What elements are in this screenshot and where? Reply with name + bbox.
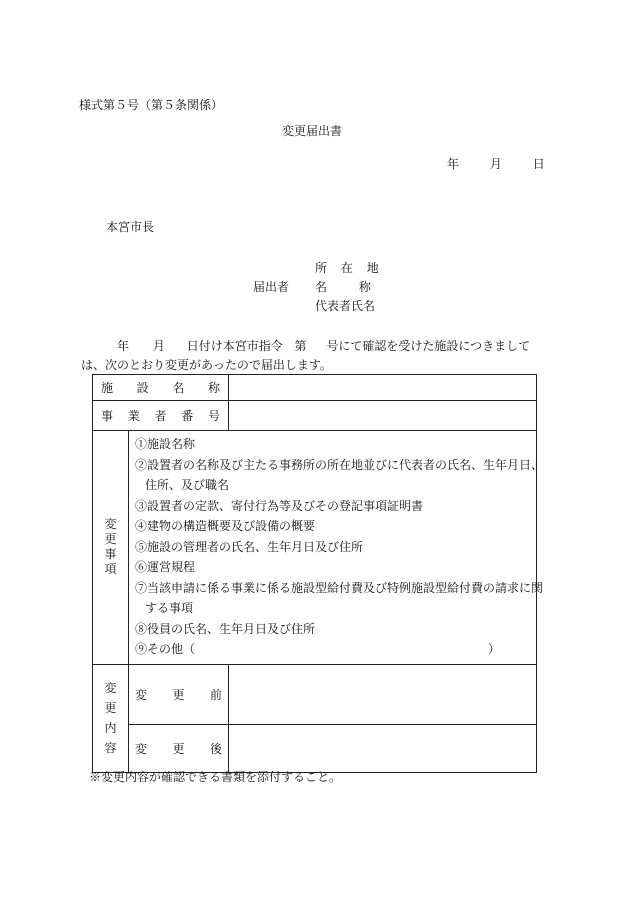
change-item[interactable]: ①施設名称 (135, 437, 196, 451)
change-items-label-cell: 変 更 事 項 (93, 431, 129, 665)
facility-name-label-cell: 施 設 名 称 (93, 375, 229, 401)
change-item[interactable]: ⑥運営規程 (135, 560, 196, 574)
form-number: 様式第５号（第５条関係） (79, 98, 224, 112)
body-line-2: は、次のとおり変更があったので届出します。 (81, 358, 332, 372)
after-change-label-cell: 変 更 後 (129, 724, 229, 772)
date-day: 日 (532, 157, 545, 171)
applicant-name-label: 名 称 (315, 280, 371, 294)
addressee: 本宮市長 (106, 220, 155, 234)
facility-name-input[interactable] (229, 375, 537, 401)
change-item[interactable]: ②設置者の名称及び主たる事務所の所在地並びに代表者の氏名、生年月日、 (135, 457, 544, 472)
applicant-address-label: 所 在 地 (315, 261, 379, 275)
before-change-input[interactable] (229, 664, 537, 724)
change-item-other[interactable]: ⑨その他（ ） (135, 642, 500, 656)
change-item[interactable]: ⑦当該申請に係る事業に係る施設型給付費及び特例施設型給付費の請求に関 (135, 580, 544, 595)
change-content-label-cell: 変 更 内 容 (93, 664, 129, 772)
before-change-label-cell: 変 更 前 (129, 664, 229, 724)
change-items-list (129, 431, 544, 665)
date-field (447, 155, 545, 172)
change-item[interactable]: ⑤施設の管理者の氏名、生年月日及び住所 (135, 539, 364, 554)
change-notification-table (92, 374, 544, 773)
change-item: する事項 (145, 601, 194, 615)
date-month: 月 (489, 157, 502, 171)
applicant-label: 届出者 (253, 280, 290, 294)
business-number-input[interactable] (229, 401, 537, 431)
change-item: 住所、及び職名 (145, 478, 230, 492)
business-number-label-cell: 事 業 者 番 号 (93, 401, 229, 431)
applicant-representative-label: 代表者氏名 (315, 299, 376, 313)
after-change-input[interactable] (229, 724, 537, 772)
change-item[interactable]: ④建物の構造概要及び設備の概要 (135, 519, 316, 533)
document-title: 変更届出書 (282, 124, 343, 138)
body-line-1: 年 月 日付け本宮市指令 第 号にて確認を受けた施設につきまして (117, 339, 531, 353)
date-year: 年 (447, 157, 460, 171)
change-item[interactable]: ⑧役員の氏名、生年月日及び住所 (135, 621, 316, 636)
change-item[interactable]: ③設置者の定款、寄付行為等及びその登記事項証明書 (135, 498, 424, 513)
footnote: ※変更内容が確認できる書類を添付すること。 (89, 770, 342, 784)
